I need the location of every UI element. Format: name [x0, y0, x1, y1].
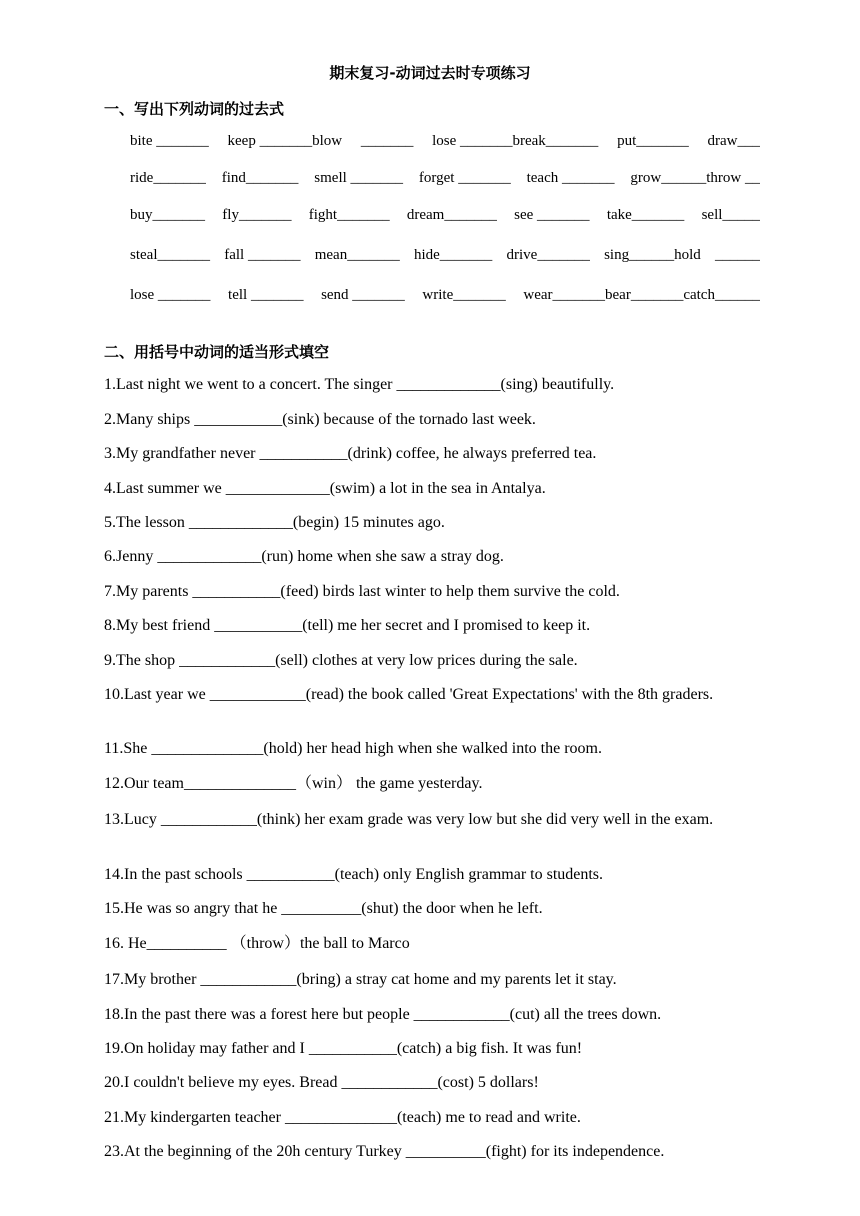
question-item: 15.He was so angry that he __________(shut) the door when he left.	[104, 900, 543, 917]
verb-item: grow______throw __	[630, 170, 760, 186]
verb-row	[130, 287, 760, 304]
verb-item: buy_______	[130, 207, 205, 223]
verb-item: ride_______	[130, 170, 206, 186]
question-item: 3.My grandfather never ___________(drink) coffee, he always preferred tea.	[104, 445, 597, 462]
question-item: 8.My best friend ___________(tell) me her secret and I promised to keep it.	[104, 617, 591, 634]
verb-item: sell_____	[701, 207, 760, 223]
question-item: 20.I couldn't believe my eyes. Bread ____________(cost) 5 dollars!	[104, 1074, 539, 1091]
question-item: 19.On holiday may father and I ___________(catch) a big fish. It was fun!	[104, 1040, 583, 1057]
verb-item: _______	[360, 133, 414, 149]
question-item: 14.In the past schools ___________(teach) only English grammar to students.	[104, 866, 604, 883]
verb-item: teach _______	[526, 170, 615, 186]
verb-item: steal_______	[130, 247, 210, 263]
verb-item: put_______	[617, 133, 689, 149]
verb-item: write_______	[422, 287, 506, 303]
verb-item: lose _______break_______	[432, 133, 599, 149]
verb-item: lose _______	[130, 287, 211, 303]
verb-item: fight_______	[308, 207, 390, 223]
verb-item: tell _______	[228, 287, 304, 303]
question-item: 16. He__________ （throw）the ball to Marco	[104, 935, 410, 952]
verb-item: see _______	[514, 207, 590, 223]
verb-row	[130, 170, 760, 187]
verb-item: ______	[714, 247, 760, 263]
verb-item: forget _______	[418, 170, 511, 186]
question-item: 5.The lesson _____________(begin) 15 minutes ago.	[104, 514, 445, 531]
verb-row	[130, 133, 760, 150]
question-item: 2.Many ships ___________(sink) because of the tornado last week.	[104, 411, 536, 428]
question-item: 1.Last night we went to a concert. The singer _____________(sing) beautifully.	[104, 376, 615, 393]
verb-item: sing______hold	[604, 247, 701, 263]
verb-item: send _______	[321, 287, 405, 303]
verb-item: fall _______	[224, 247, 301, 263]
question-item: 13.Lucy ____________(think) her exam grade was very low but she did very well in the exam.	[104, 811, 714, 828]
verb-item: fly_______	[222, 207, 292, 223]
verb-item: hide_______	[413, 247, 493, 263]
verb-item: wear_______bear_______catch______	[523, 287, 760, 303]
question-item: 23.At the beginning of the 20h century Turkey __________(fight) for its independence.	[104, 1143, 665, 1160]
page-title: 期末复习-动词过去时专项练习	[329, 64, 531, 82]
verb-item: dream_______	[406, 207, 497, 223]
question-item: 4.Last summer we _____________(swim) a lot in the sea in Antalya.	[104, 480, 546, 497]
section1-heading: 一、写出下列动词的过去式	[104, 100, 285, 118]
question-item: 17.My brother ____________(bring) a stray cat home and my parents let it stay.	[104, 971, 617, 988]
verb-item: mean_______	[314, 247, 400, 263]
question-item: 6.Jenny _____________(run) home when she saw a stray dog.	[104, 548, 504, 565]
question-item: 9.The shop ____________(sell) clothes at very low prices during the sale.	[104, 652, 578, 669]
question-item: 10.Last year we ____________(read) the book called 'Great Expectations' with the 8th graders.	[104, 686, 714, 703]
question-item: 18.In the past there was a forest here but people ____________(cut) all the trees down.	[104, 1006, 662, 1023]
verb-item: find_______	[221, 170, 299, 186]
verb-row	[130, 247, 760, 264]
verb-item: bite _______	[130, 133, 209, 149]
verb-item: drive_______	[506, 247, 590, 263]
verb-item: keep _______blow	[227, 133, 343, 149]
question-item: 11.She ______________(hold) her head high when she walked into the room.	[104, 740, 602, 757]
verb-item: draw___	[707, 133, 760, 149]
verb-item: take_______	[606, 207, 685, 223]
question-item: 21.My kindergarten teacher ______________(teach) me to read and write.	[104, 1109, 581, 1126]
verb-row	[130, 207, 760, 224]
question-item: 12.Our team______________（win） the game yesterday.	[104, 775, 483, 792]
section2-heading: 二、用括号中动词的适当形式填空	[104, 343, 330, 361]
verb-item: smell _______	[314, 170, 404, 186]
question-item: 7.My parents ___________(feed) birds last winter to help them survive the cold.	[104, 583, 620, 600]
